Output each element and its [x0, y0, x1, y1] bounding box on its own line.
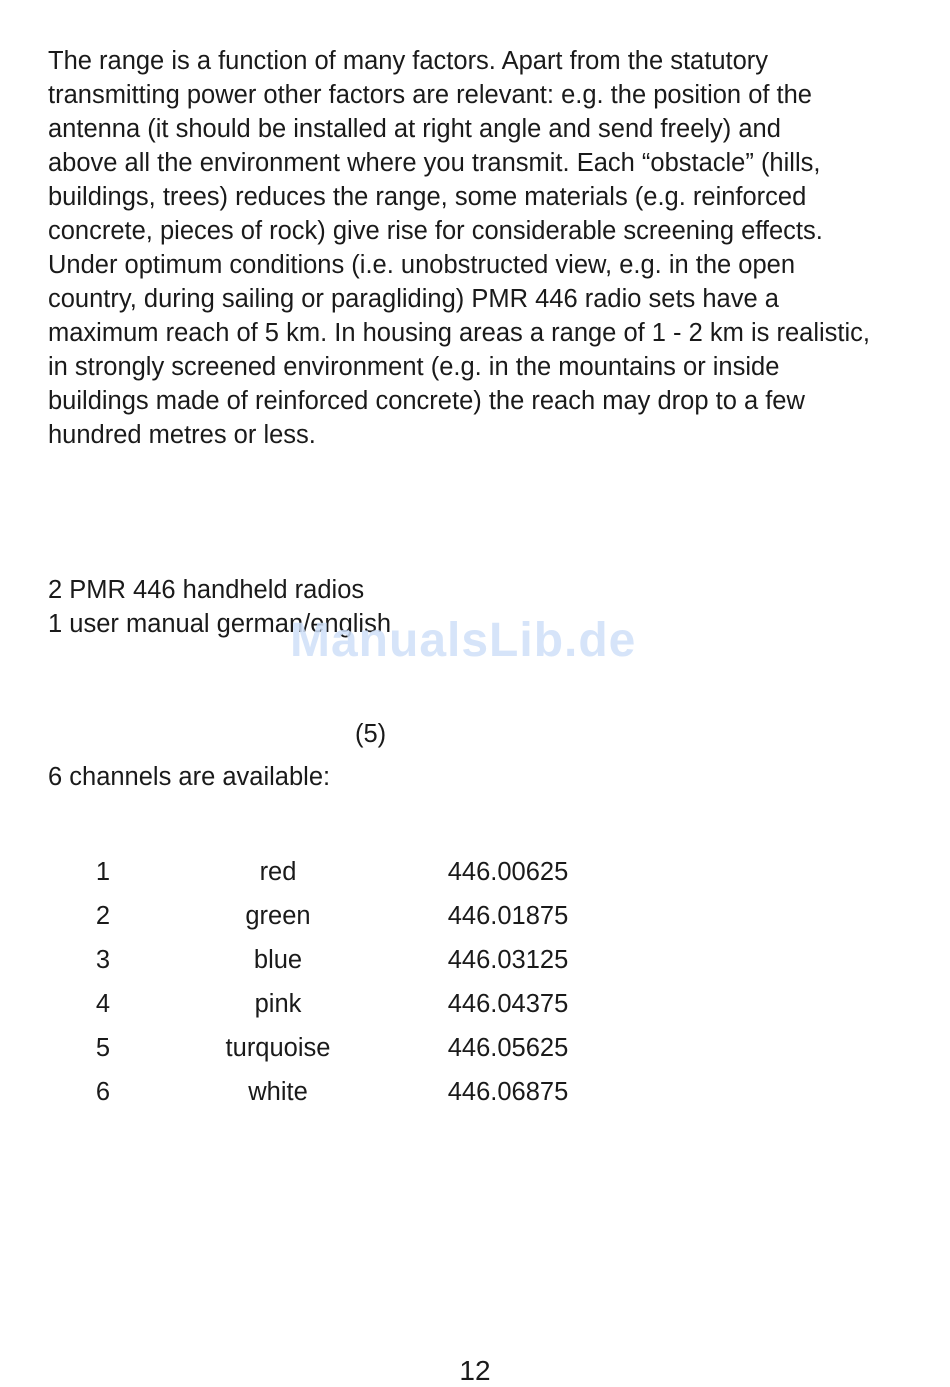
channel-number: 2: [95, 901, 111, 930]
paragraph-line: above all the environment where you transmit. Each “obstacle” (hills,: [48, 149, 821, 177]
channel-frequency: 446.01875: [447, 901, 569, 930]
channel-color: red: [259, 857, 297, 886]
package-item: 1 user manual german/english: [48, 610, 392, 638]
paragraph-line: country, during sailing or paragliding) PMR 446 radio sets have a: [48, 285, 779, 313]
paragraph-line: concrete, pieces of rock) give rise for considerable screening effects.: [48, 217, 823, 245]
watermark: ManualsLib.de: [290, 614, 637, 667]
table-row: [48, 894, 618, 938]
channel-number: 1: [95, 857, 111, 886]
paragraph-line: antenna (it should be installed at right angle and send freely) and: [48, 115, 781, 143]
section-number: (5): [355, 720, 387, 748]
page-number: 12: [459, 1355, 491, 1386]
channels-intro: 6 channels are available:: [48, 763, 331, 791]
paragraph-line: buildings, trees) reduces the range, some materials (e.g. reinforced: [48, 183, 807, 211]
paragraph-line: in strongly screened environment (e.g. in the mountains or inside: [48, 353, 780, 381]
range-paragraph: [48, 44, 918, 452]
paragraph-line: hundred metres or less.: [48, 421, 316, 449]
channel-number: 6: [95, 1077, 111, 1106]
channel-number: 3: [95, 945, 111, 974]
paragraph-line: maximum reach of 5 km. In housing areas a range of 1 - 2 km is realistic,: [48, 319, 871, 347]
paragraph-line: transmitting power other factors are relevant: e.g. the position of the: [48, 81, 812, 109]
channel-color: turquoise: [225, 1033, 331, 1062]
channel-number: 5: [95, 1033, 111, 1062]
table-row: [48, 982, 618, 1026]
channel-color: white: [248, 1077, 308, 1106]
table-row: [48, 1026, 618, 1070]
table-row: [48, 938, 618, 982]
paragraph-line: buildings made of reinforced concrete) the reach may drop to a few: [48, 387, 805, 415]
table-row: [48, 1070, 618, 1114]
paragraph-line: Under optimum conditions (i.e. unobstructed view, e.g. in the open: [48, 251, 796, 279]
channel-frequency: 446.04375: [447, 989, 569, 1018]
channel-frequency: 446.00625: [447, 857, 569, 886]
channel-color: pink: [254, 989, 302, 1018]
channel-number: 4: [95, 989, 111, 1018]
table-row: [48, 850, 618, 894]
channel-frequency: 446.06875: [447, 1077, 569, 1106]
channel-frequency: 446.03125: [447, 945, 569, 974]
channel-color: blue: [253, 945, 303, 974]
paragraph-line: The range is a function of many factors. Apart from the statutory: [48, 47, 769, 75]
channel-color: green: [245, 901, 311, 930]
channel-table: [48, 850, 618, 1114]
channel-frequency: 446.05625: [447, 1033, 569, 1062]
package-item: 2 PMR 446 handheld radios: [48, 576, 365, 604]
